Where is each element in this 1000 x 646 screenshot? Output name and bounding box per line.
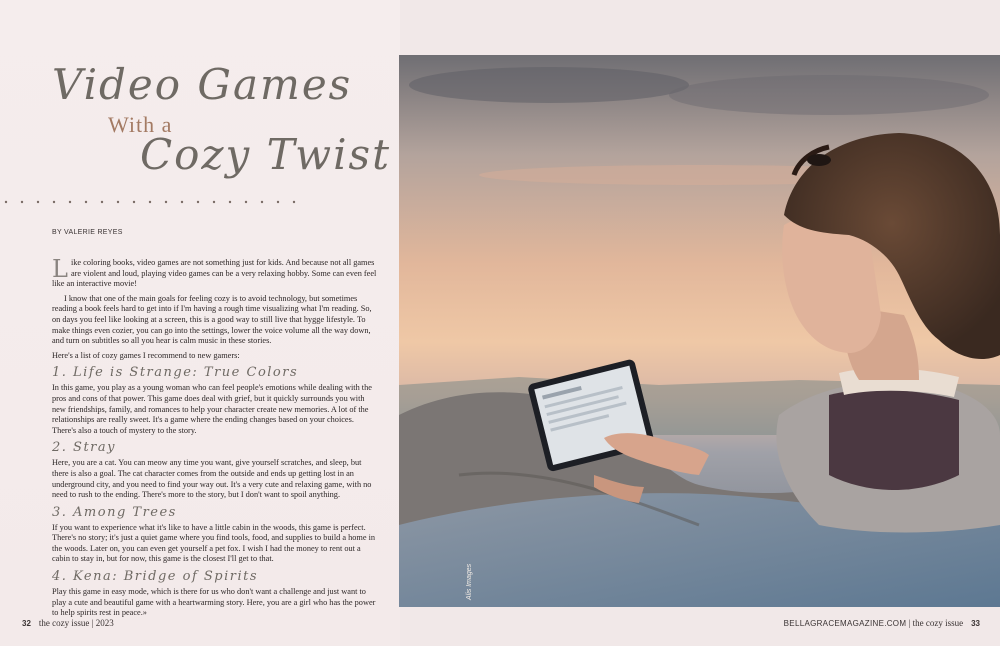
- footer-left-text: the cozy issue | 2023: [38, 618, 114, 628]
- hero-photo: [399, 55, 1000, 607]
- article-body: [52, 255, 378, 623]
- title-line-2: With a: [108, 112, 173, 137]
- page-number-right: 33: [971, 619, 980, 628]
- intro-paragraph-2: I know that one of the main goals for feeling cozy is to avoid technology, but sometimes reading a book feels hard to get into if I'm having a rough time visualizing what I'm reading. So, on days you feel like looking at a screen, this is a good way to still live that hygge lifestyle. To make things even cozier, you can go into the settings, lower the voice volume all the way down, and turn on subtitles so all you hear is calm music in these stories.: [52, 293, 372, 346]
- footer-right: BELLAGRACEMAGAZINE.COM | the cozy issue 33: [783, 618, 980, 628]
- game-text-1: In this game, you play as a young woman who can feel people's emotions while dealing with the pros and cons of that power. This game does deal with grief, but it quickly surrounds you with new friendships, family, and romances to help your character create new memories. A lot of the relationships are really sweet. It's a game where the ending changes based on your choices. There's also a touch of mystery to the story.: [52, 383, 372, 435]
- footer-left: [22, 618, 114, 628]
- website-link[interactable]: BELLAGRACEMAGAZINE.COM: [783, 619, 907, 628]
- game-heading-3: 3. Among Trees: [52, 504, 177, 520]
- game-text-4: Play this game in easy mode, which is there for us who don't want a challenge and just want to play a cute and beautiful game with a heartwarming story. Here, you are a girl who has the power to help spirits rest in peace.»: [52, 587, 376, 618]
- intro-paragraph-1: Like coloring books, video games are not something just for kids. And because not all games are violent and loud, playing video games can be a very relaxing hobby. Some can even feel like an interactive movie!: [52, 255, 377, 289]
- woman-with-tablet-photo: [399, 55, 1000, 607]
- game-text-2: Here, you are a cat. You can meow any time you want, give yourself scratches, and sleep, but there is also a goal. The cat character comes from the outside and ends up getting lost in an underground city, and you need to find your way out. It's a very cute and relaxing game, with no need to rush to the ending. There's more to the story, but I don't want to spoil anything.: [52, 458, 372, 500]
- game-heading-1: 1. Life is Strange: True Colors: [52, 365, 299, 381]
- byline: BY VALERIE REYES: [52, 229, 123, 236]
- game-heading-2: 2. Stray: [52, 440, 116, 456]
- game-text-3: If you want to experience what it's like to have a little cabin in the woods, this game is perfect. There's no story; it's just a quiet game where you find tools, food, and supplies to build a home in the woods. Later on, you can even get yourself a pet fox. I wish I had the money to rent out a cabin to stay in, but for now, this game is the closest I'll get to that.: [52, 522, 376, 564]
- footer-right-text: the cozy issue: [912, 618, 964, 628]
- drop-cap: L: [52, 255, 68, 283]
- article-title: [0, 52, 400, 192]
- game-heading-4: 4. Kena: Bridge of Spirits: [52, 569, 259, 585]
- title-line-3: Cozy Twist: [140, 130, 391, 179]
- title-line-1: Video Games: [52, 60, 353, 109]
- photo-credit: Alis Images: [466, 563, 473, 600]
- page-number-left: 32: [22, 619, 31, 628]
- decorative-dotted-divider: [0, 198, 310, 206]
- intro-paragraph-3: Here's a list of cozy games I recommend to new gamers:: [52, 350, 240, 360]
